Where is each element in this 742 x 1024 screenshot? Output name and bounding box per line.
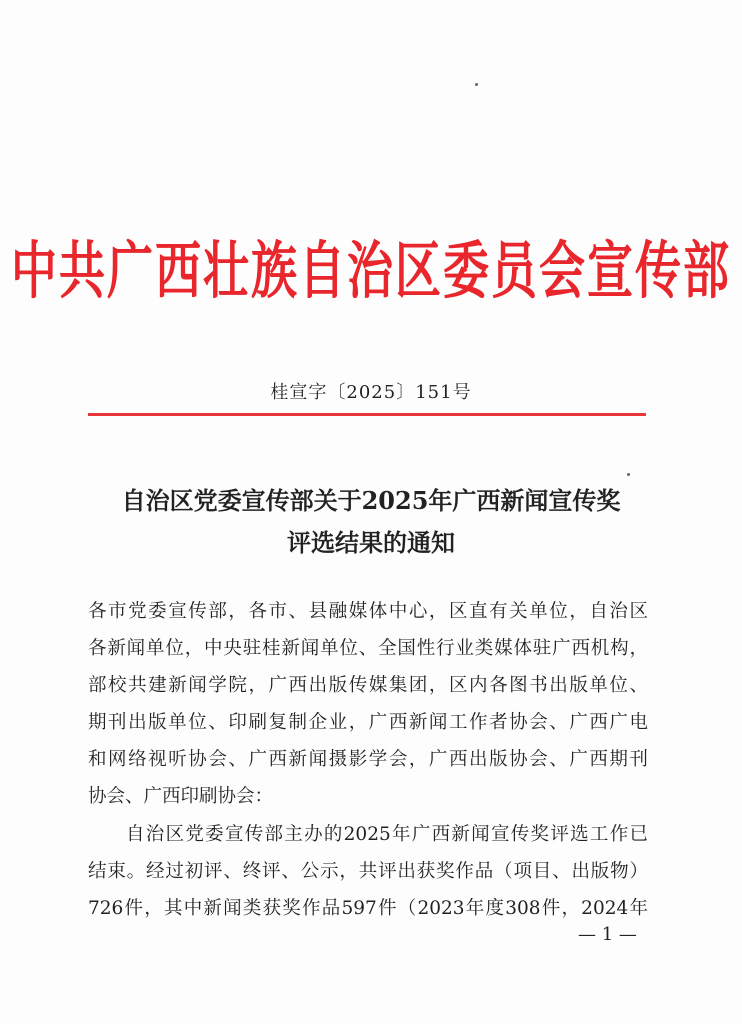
- page-number: — 1 —: [578, 924, 637, 945]
- body-paragraph-line: 726件，其中新闻类获奖作品597件（2023年度308件，2024年: [88, 898, 648, 919]
- scan-speck: [475, 83, 478, 86]
- scan-speck: [627, 473, 630, 476]
- red-divider-line: [88, 413, 646, 416]
- addressee-line: 各市党委宣传部，各市、县融媒体中心，区直有关单位，自治区: [88, 601, 648, 622]
- issuing-organization-header: 中共广西壮族自治区委员会宣传部: [11, 234, 731, 308]
- body-paragraph-line: 自治区党委宣传部主办的2025年广西新闻宣传奖评选工作已: [126, 824, 648, 845]
- document-number: 桂宣字〔2025〕151号: [270, 382, 472, 403]
- addressee-line: 部校共建新闻学院，广西出版传媒集团，区内各图书出版单位、: [88, 675, 648, 696]
- document-title-line-1: 自治区党委宣传部关于2025年广西新闻宣传奖: [121, 486, 621, 515]
- document-title-line-2: 评选结果的通知: [287, 528, 455, 557]
- addressee-line: 和网络视听协会、广西新闻摄影学会，广西出版协会、广西期刊: [88, 749, 648, 770]
- addressee-line: 协会、广西印刷协会：: [88, 786, 274, 807]
- body-paragraph-line: 结束。经过初评、终评、公示，共评出获奖作品（项目、出版物）: [88, 861, 648, 882]
- addressee-line: 期刊出版单位、印刷复制企业，广西新闻工作者协会、广西广电: [88, 712, 648, 733]
- addressee-line: 各新闻单位，中央驻桂新闻单位、全国性行业类媒体驻广西机构，: [88, 638, 648, 659]
